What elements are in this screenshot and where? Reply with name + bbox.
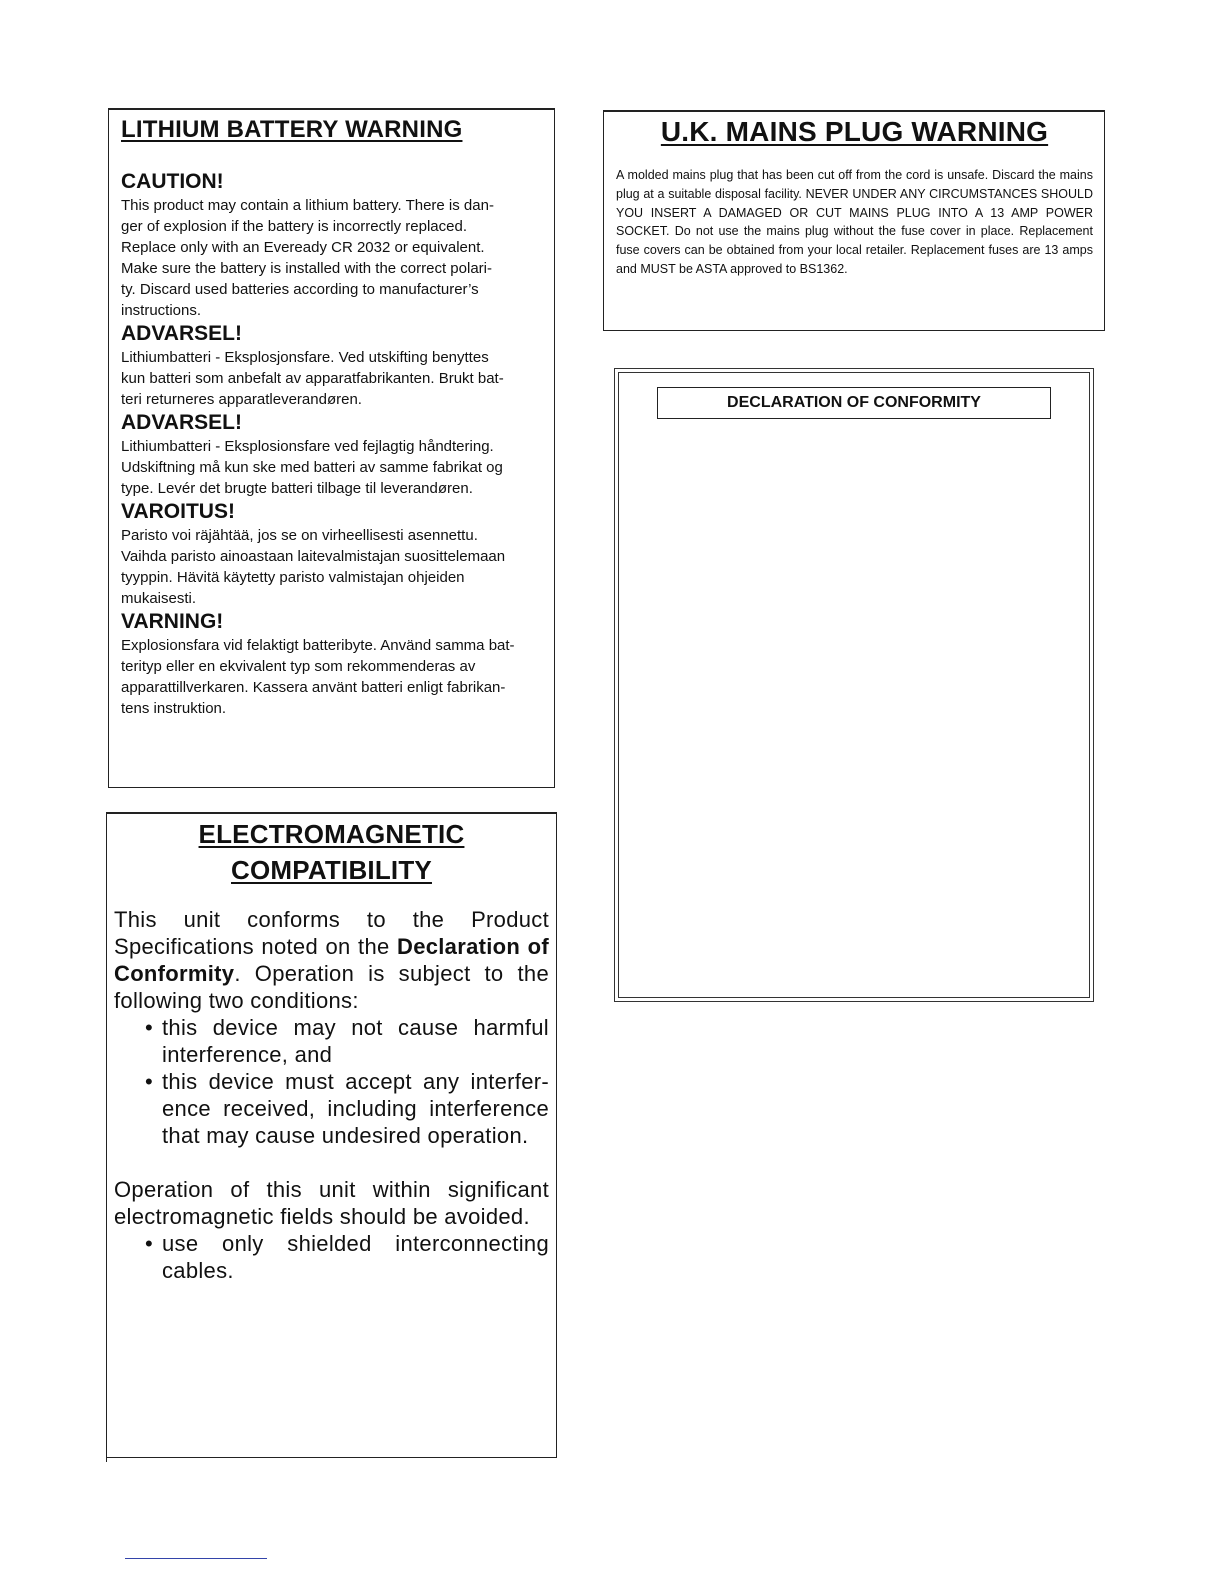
uk-plug-warning-title: U.K. MAINS PLUG WARNING [660,116,1049,147]
section-line: ger of explosion if the battery is incorrectly replaced. [121,218,468,235]
emc-intro-paragraph [114,906,549,1014]
section-line: terityp eller en ekvivalent typ som rekommenderas av [121,658,476,675]
declaration-inner-frame [618,372,1090,998]
list-item-text: use only shielded interconnecting cables. [162,1231,549,1283]
varoitus-section [121,499,542,609]
section-line: tens instruktion. [121,700,227,717]
list-item [145,1014,549,1068]
section-line: Paristo voi räjähtää, jos se on virheellisesti asennettu. [121,527,478,544]
footer-rule [125,1558,267,1559]
section-line: Vaihda paristo ainoastaan laitevalmistajan suosittelemaan [121,548,506,565]
lithium-warning-title: LITHIUM BATTERY WARNING [121,116,463,143]
section-line: mukaisesti. [121,590,197,607]
bullet-icon: • [145,1231,154,1256]
section-heading: VARNING! [121,610,224,633]
section-line: type. Levér det brugte batteri tilbage til leverandøren. [121,480,473,497]
section-line: instructions. [121,302,202,319]
emc-title [114,816,549,888]
lithium-battery-warning-box [108,108,555,788]
declaration-title: DECLARATION OF CONFORMITY [657,387,1051,419]
list-item [145,1230,549,1284]
advarsel-norwegian-section [121,321,542,410]
caution-section [121,169,542,321]
page-margin-mark [106,1456,107,1462]
section-line: Udskiftning må kun ske med batteri av samme fabrikat og [121,459,503,476]
bullet-icon: • [145,1015,154,1040]
uk-plug-warning-body: A molded mains plug that has been cut off from the cord is unsafe. Discard the mains plug at a suitable disposal facility. NEVER UNDER ANY CIRCUMSTANCES SHOULD YOU INSERT A DAMAGED OR CUT MAINS PLUG INTO A 13 AMP POWER SOCKET. Do not use the mains plug without the fuse cover in place. Replacement fuse covers can be obtained from your local retailer. Replacement fuses are 13 amps and MUST be ASTA approved to BS1362. [616,168,1093,276]
emc-conditions-list [114,1014,549,1149]
section-line: ty. Discard used batteries according to manufacturer’s [121,281,479,298]
emc-intro-text: This unit conforms to the Product Specifications noted on the [114,907,549,959]
section-line: Lithiumbatteri - Eksplosionsfare ved fejlagtig håndtering. [121,438,494,455]
section-line: kun batteri som anbefalt av apparatfabrikanten. Brukt bat- [121,370,504,387]
emc-advice-list [114,1230,549,1284]
declaration-of-conformity-box [614,368,1094,1002]
section-line: tyyppin. Hävitä käytetty paristo valmistajan ohjeiden [121,569,465,586]
list-item [145,1068,549,1149]
bullet-icon: • [145,1069,154,1094]
list-item-text: this device may not cause harmful interference, and [162,1015,549,1067]
declaration-reference: Declaration of Conformity [114,934,549,986]
emc-title-line-2: COMPATIBILITY [231,855,432,885]
section-line: Explosionsfara vid felaktigt batteribyte. Använd samma bat- [121,637,515,654]
spacer [114,1149,549,1176]
section-line: Replace only with an Eveready CR 2032 or equivalent. [121,239,485,256]
electromagnetic-compatibility-box [106,812,557,1458]
uk-mains-plug-warning-box [603,110,1105,331]
emc-title-line-1: ELECTROMAGNETIC [198,819,465,849]
section-line: apparattillverkaren. Kassera använt batteri enligt fabrikan- [121,679,506,696]
section-heading: ADVARSEL! [121,411,242,434]
varning-section [121,609,542,719]
section-heading: CAUTION! [121,170,224,193]
section-line: Lithiumbatteri - Eksplosjonsfare. Ved utskifting benyttes [121,349,489,366]
section-line: teri returneres apparatleverandøren. [121,391,362,408]
section-heading: VAROITUS! [121,500,235,523]
section-line: This product may contain a lithium battery. There is dan- [121,197,494,214]
list-item-text: this device must accept any interfer-ence received, including interference that may cause undesired operation. [162,1069,549,1148]
section-heading: ADVARSEL! [121,322,242,345]
section-line: Make sure the battery is installed with the correct polari- [121,260,492,277]
emc-advice-paragraph: Operation of this unit within significant electromagnetic fields should be avoided. [114,1177,549,1229]
advarsel-danish-section [121,410,542,499]
emc-intro-text-end: . Operation is subject to the following two conditions: [114,961,549,1013]
